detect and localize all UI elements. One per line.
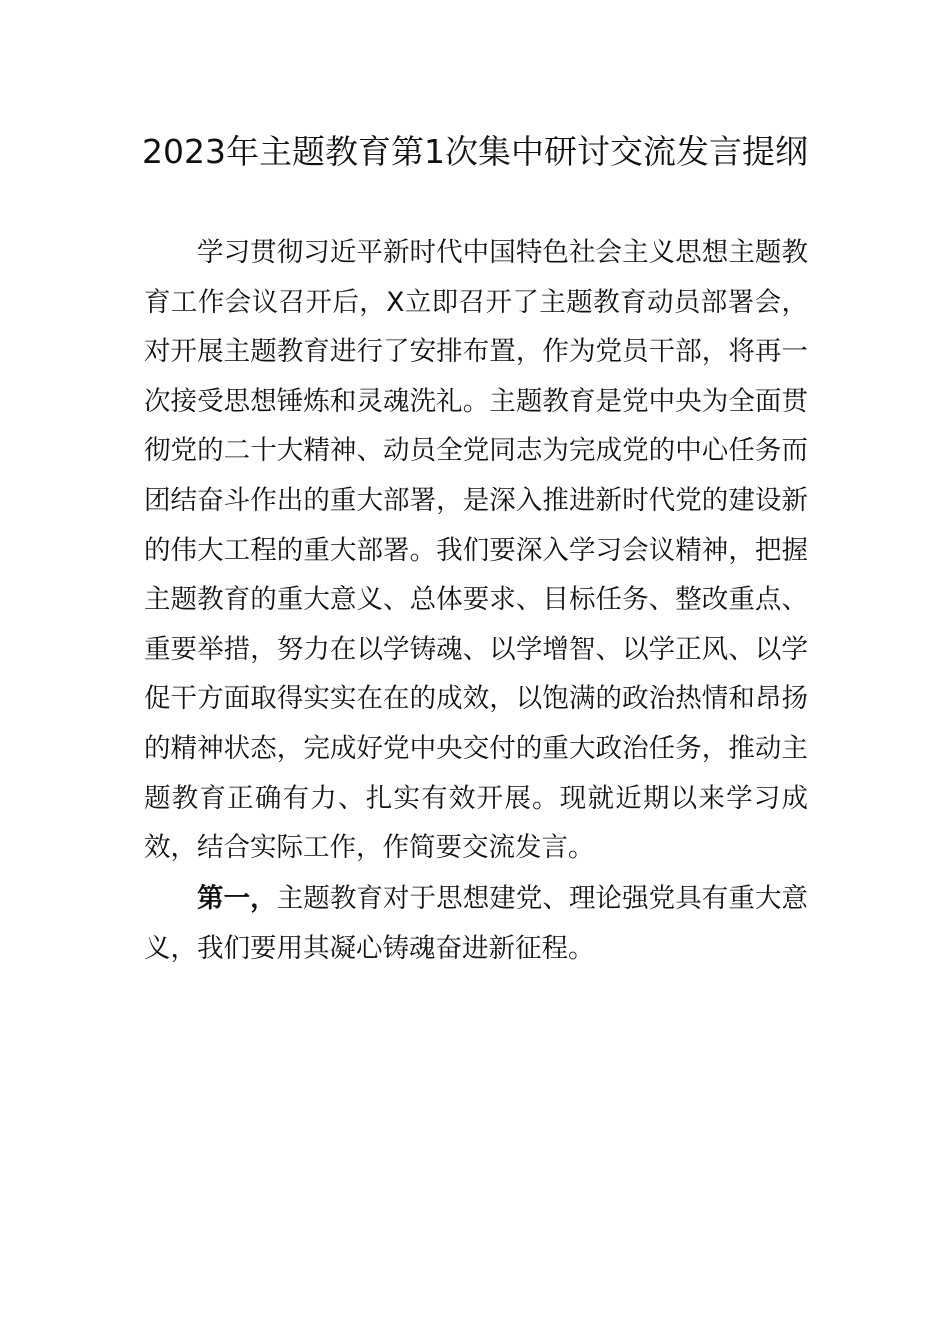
body-paragraph: 学习贯彻习近平新时代中国特色社会主义思想主题教育工作会议召开后，X立即召开了主题教育动员部署会，对开展主题教育进行了安排布置，作为党员干部，将再一次接受思想锤炼和灵魂洗礼。主题教育是党中央为全面贯彻党的二十大精神、动员全党同志为完成党的中心任务而团结奋斗作出的重大部署，是深入推进新时代党的建设新的伟大工程的重大部署。我们要深入学习会议精神，把握主题教育的重大意义、总体要求、目标任务、整改重点、重要举措，努力在以学铸魂、以学增智、以学正风、以学促干方面取得实实在在的成效，以饱满的政治热情和昂扬的精神状态，完成好党中央交付的重大政治任务，推动主题教育正确有力、扎实有效开展。现就近期以来学习成效，结合实际工作，作简要交流发言。 (144, 237, 808, 864)
paragraph-lead: 第一， (197, 883, 277, 914)
document-title: 2023年主题教育第1次集中研讨交流发言提纲 (142, 132, 808, 171)
body-paragraph (144, 874, 808, 973)
paragraph-text: 主题教育对于思想建党、理论强党具有重大意义，我们要用其凝心铸魂奋进新征程。 (144, 883, 809, 964)
